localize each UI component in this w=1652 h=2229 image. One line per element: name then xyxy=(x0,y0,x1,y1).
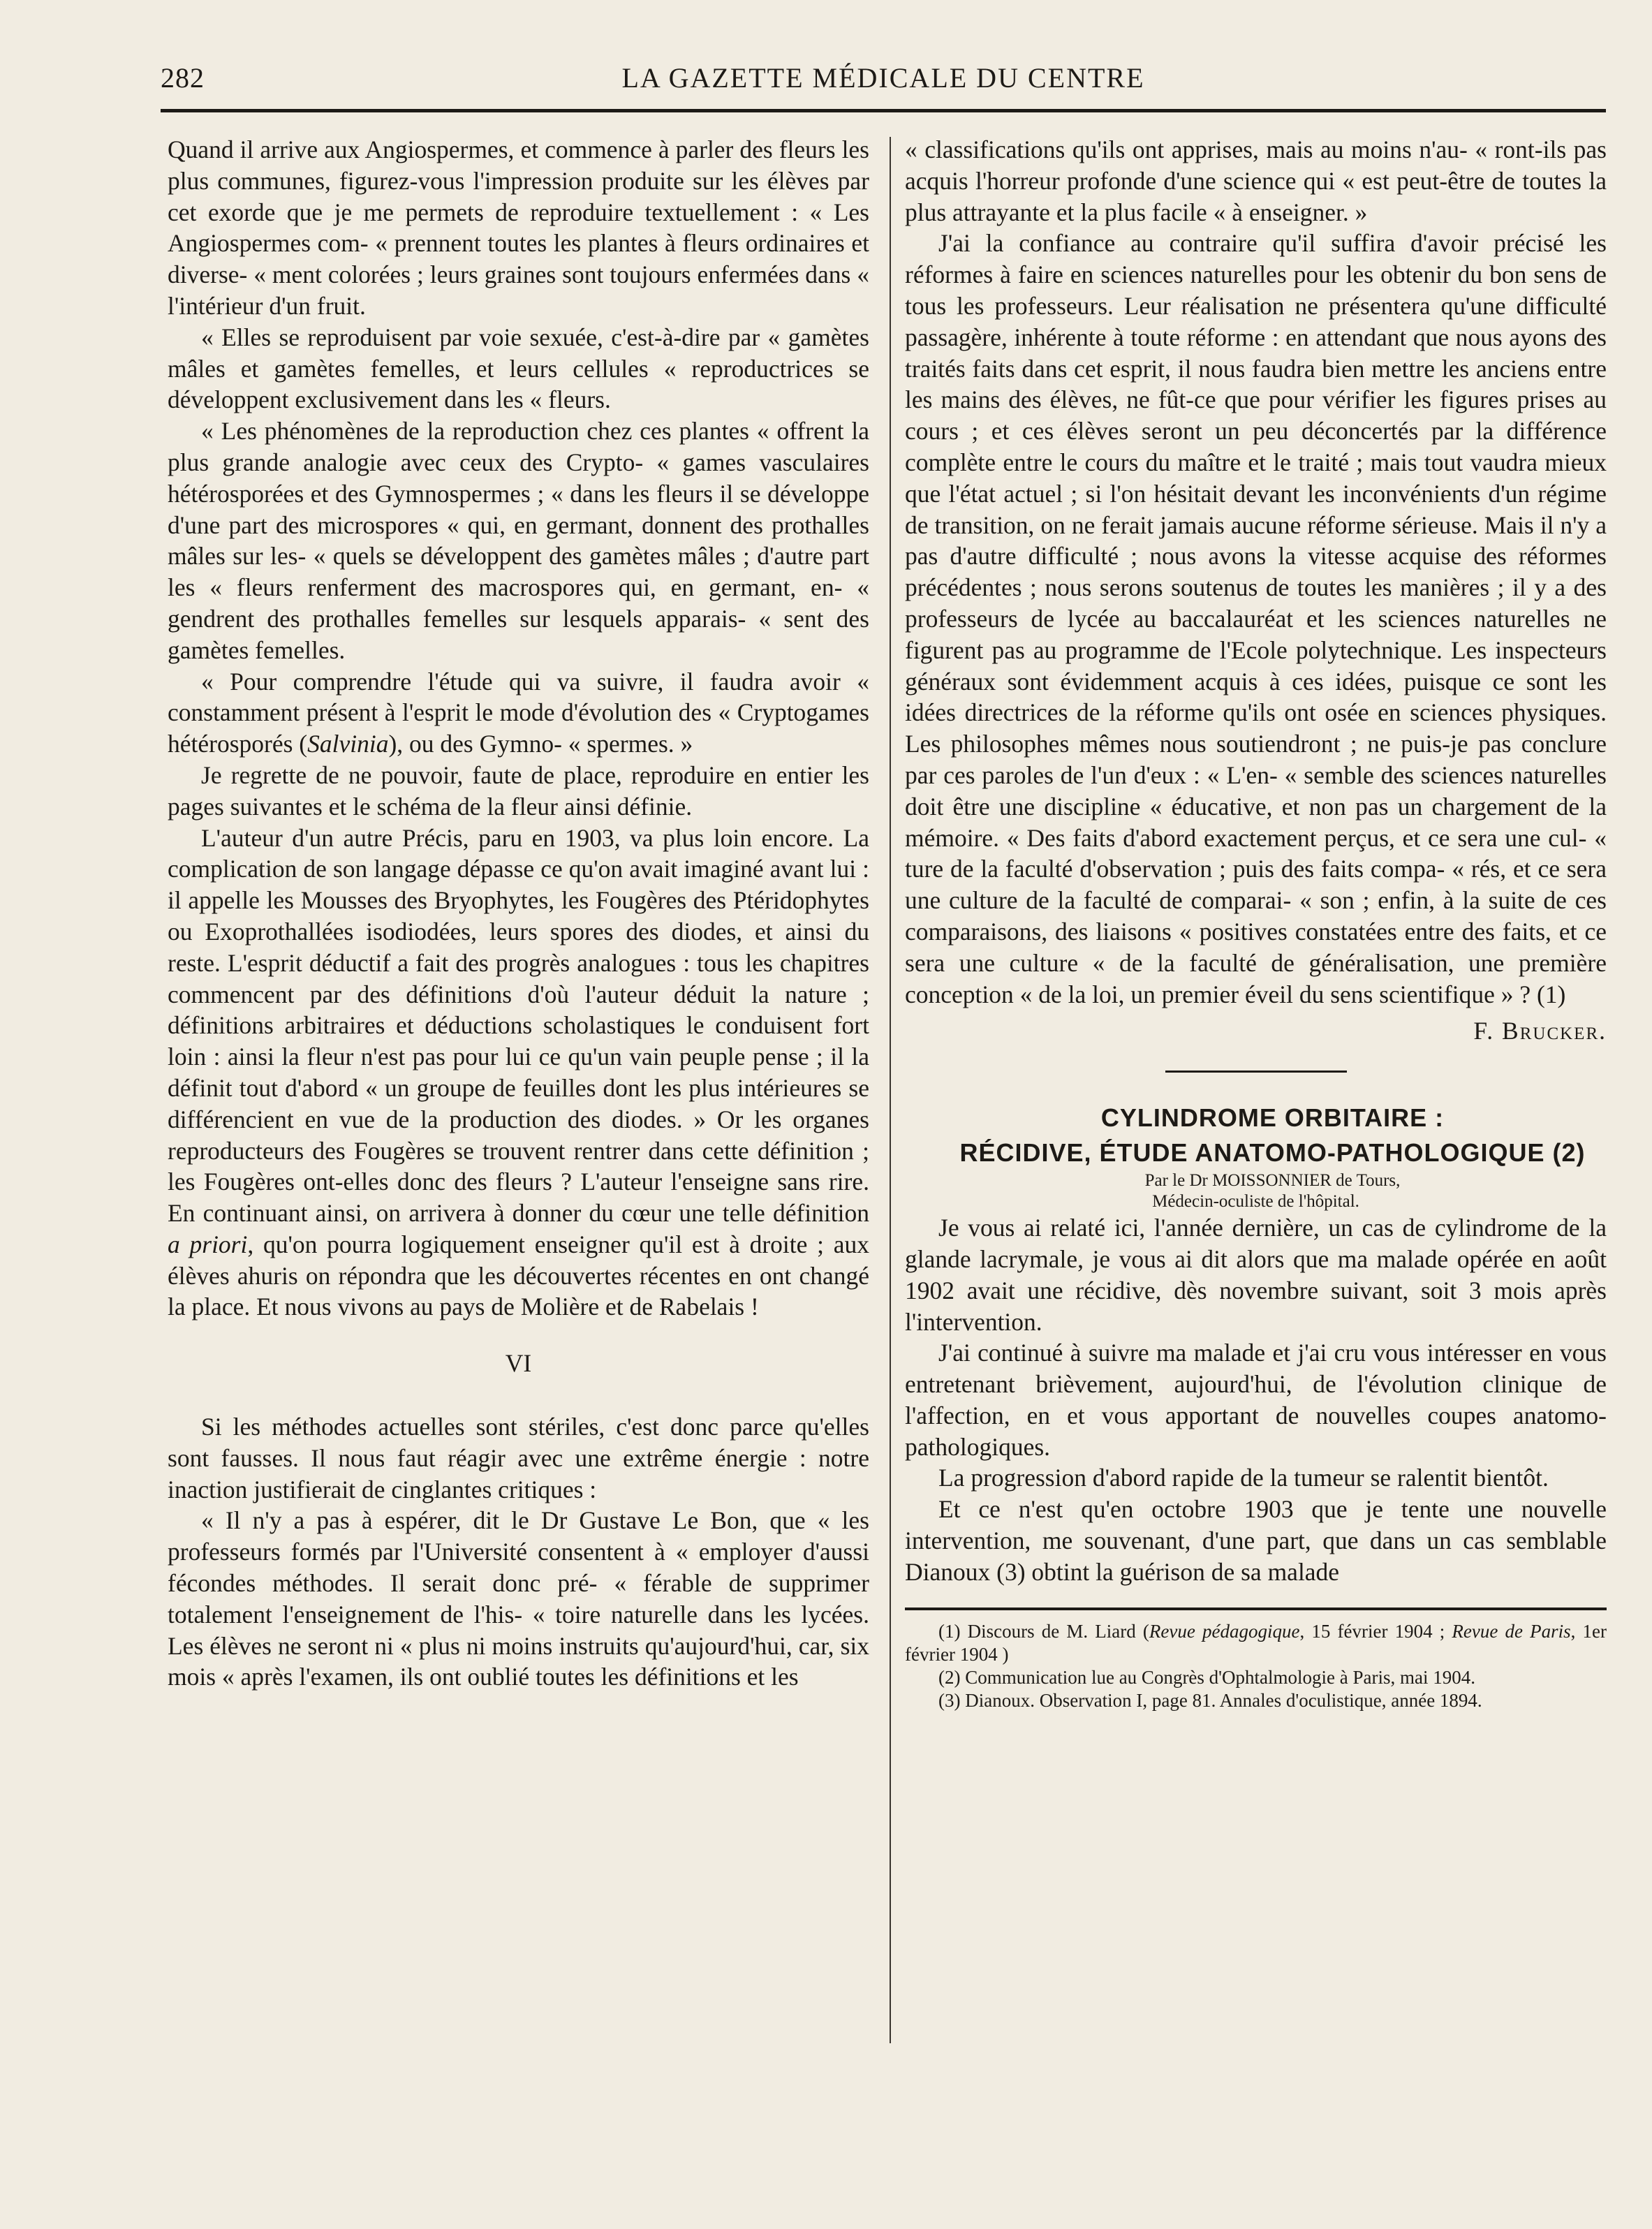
article-subtitle: RÉCIDIVE, ÉTUDE ANATOMO-PATHOLOGIQUE (2) xyxy=(959,1138,1586,1168)
paragraph: Je vous ai relaté ici, l'année dernière, un cas de cylindrome de la glande lacrymale, je vous ai dit alors que ma malade opérée en août 1902 avait une récidive, dès novembre suivant, soit 3 mois après l'intervention. xyxy=(905,1214,1607,1336)
text-run: « Pour comprendre l'étude qui va suivre, il faudra avoir « constamment présent à l'esprit le mode d'évolution des « Cryptogames hétérosporés ( xyxy=(168,667,869,758)
article-separator xyxy=(1165,1071,1347,1073)
italic-text: Revue pédagogique xyxy=(1149,1620,1300,1642)
paragraph: Si les méthodes actuelles sont stériles, c'est donc parce qu'elles sont fausses. Il nous faut réagir avec une extrême énergie : notre inaction justifierait de cinglantes critiques : xyxy=(168,1413,869,1503)
paragraph: Et ce n'est qu'en octobre 1903 que je tente une nouvelle intervention, me souvenant, d'une part, que dans un cas semblable Dianoux (3) obtint la guérison de sa malade xyxy=(905,1495,1607,1586)
paragraph: Quand il arrive aux Angiospermes, et commence à parler des fleurs les plus communes, figurez-vous l'impression produite sur les élèves par cet exorde que je me permets de reproduire textuellement : « Les Angiospermes com- « prennent toutes les plantes à fleurs ordinaires et diverse- « ment colorées ; leurs graines sont toujours enfermées dans « l'intérieur d'un fruit. xyxy=(168,135,869,320)
right-column xyxy=(905,134,1607,1712)
text-run: , qu'on pourra logiquement enseigner qu'il est à droite ; aux élèves ahuris on répondra que les découvertes récentes en ont changé la place. Et nous vivons au pays de Molière et de Rabelais ! xyxy=(168,1230,869,1321)
paragraph xyxy=(168,666,869,760)
paragraph: « Il n'y a pas à espérer, dit le Dr Gustave Le Bon, que « les professeurs formés par l'Université consentent à « employer d'aussi fécondes méthodes. Il serait donc pré- « férable de supprimer totalement l'enseignement de l'his- « toire naturelle dans les lycées. Les élèves ne seront ni « plus ni moins instruits qu'aujourd'hui, car, six mois « après l'examen, ils ont oublié toutes les définitions et les xyxy=(168,1506,869,1691)
paragraph xyxy=(168,823,869,1323)
text-run: L'auteur d'un autre Précis, paru en 1903, va plus loin encore. La complication de son langage dépasse ce qu'on avait imaginé avant lui : il appelle les Mousses des Bryophytes, les Fougères des Ptéridophytes ou Exoprothallées isodiodées, leurs spores des diodes, et ainsi du reste. L'esprit déductif a fait des progrès analogues : tous les chapitres commencent par des définitions d'où l'auteur déduit la nature ; définitions arbitraires et déductions scholastiques le conduisent fort loin : ainsi la fleur n'est pas pour lui ce qu'un vain peuple pense ; il la définit tout d'abord « un groupe de feuilles dont les plus intérieures se différencient en vue de la production des diodes. » Or les organes reproducteurs des Fougères se trouvent rentrer dans cette définition ; les Fougères ont-elles donc des fleurs ? L'auteur l'enseigne sans rire. En continuant ainsi, on arrivera à donner du cœur une telle définition xyxy=(168,823,869,1228)
italic-text: Salvinia xyxy=(307,730,389,758)
header-rule xyxy=(161,109,1606,112)
page-header xyxy=(161,61,1606,103)
byline xyxy=(905,1170,1607,1212)
footnote-rule xyxy=(905,1608,1607,1610)
italic-text: Revue de Paris xyxy=(1452,1620,1571,1642)
byline-author: Par le Dr MOISSONNIER de Tours, xyxy=(1144,1171,1401,1191)
footnote: (3) Dianoux. Observation I, page 81. Annales d'oculistique, année 1894. xyxy=(938,1689,1482,1711)
paragraph: « Elles se reproduisent par voie sexuée, c'est-à-dire par « gamètes mâles et gamètes femelles, et leurs cellules « reproductrices se développent exclusivement dans les « fleurs. xyxy=(168,323,869,414)
signature-name: Brucker. xyxy=(1502,1017,1607,1045)
paragraph: J'ai continué à suivre ma malade et j'ai cru vous intéresser en vous entretenant brièvement, aujourd'hui, de l'évolution clinique de l'affection, en et vous apportant de nouvelles coupes anatomo-pathologiques. xyxy=(905,1339,1607,1461)
text-run: (1) Discours de M. Liard ( xyxy=(938,1620,1149,1642)
paragraph: La progression d'abord rapide de la tumeur se ralentit bientôt. xyxy=(938,1464,1549,1492)
text-run: ), ou des Gymno- « spermes. » xyxy=(388,730,693,758)
footnote xyxy=(905,1620,1607,1666)
text-run: , 1er février 1904 ) xyxy=(905,1620,1607,1665)
running-title: LA GAZETTE MÉDICALE DU CENTRE xyxy=(621,62,1145,94)
paragraph: Je regrette de ne pouvoir, faute de place, reproduire en entier les pages suivantes et le schéma de la fleur ainsi définie. xyxy=(168,760,869,821)
signature-initial: F. xyxy=(1473,1017,1495,1045)
article-title: CYLINDROME ORBITAIRE : xyxy=(1100,1103,1445,1133)
paragraph: « classifications qu'ils ont apprises, mais au moins n'au- « ront-ils pas acquis l'horreur profonde d'une science qui « est peut-être de toutes la plus attrayante et la plus facile « à enseigner. » xyxy=(905,135,1607,226)
paragraph: J'ai la confiance au contraire qu'il suffira d'avoir précisé les réformes à faire en sciences naturelles pour les obtenir du bon sens de tous les professeurs. Leur réalisation ne présentera qu'une difficulté passagère, inhérente à toute réforme : en attendant que nous ayons des traités faits dans cet esprit, il nous faudra bien mettre les anciens entre les mains des élèves, ne fût-ce que pour vérifier les figures prises au cours ; et ces élèves seront un peu déconcertés par la différence complète entre le cours du maître et le traité ; mais tout vaudra mieux que l'état actuel ; si l'on hésitait devant les inconvénients d'un régime de transition, on ne ferait jamais aucune réforme sérieuse. Mais il n'y a pas d'autre difficulté ; nous avons la vitesse acquise des réformes précédentes ; nous serons soutenus de toutes les manières ; il y a des professeurs de lycée au baccalauréat et les sciences naturelles ne figurent pas au programme de l'Ecole polytechnique. Les inspecteurs généraux sont évidemment acquis à ces idées, puisque ce sont les idées directrices de la réforme qu'ils ont osée en sciences physiques. Les philosophes mêmes nous soutiendront ; ne puis-je pas conclure par ces paroles de l'un d'eux : « L'en- « semble des sciences naturelles doit être une discipline « éducative, et non pas un chargement de la mémoire. « Des faits d'abord exactement perçus, et ce sera une cul- « ture de la faculté d'observation ; puis des faits compa- « rés, et ce sera une culture de la faculté de comparai- « son ; enfin, à la suite de ces comparaisons, des liaisons « positives constatées entre des faits, et ce sera une culture « de la faculté de généralisation, une première conception « de la loi, un premier éveil du sens scientifique » ? (1) xyxy=(905,229,1607,1008)
italic-text: a priori xyxy=(168,1230,248,1258)
text-run: , 15 février 1904 ; xyxy=(1299,1620,1452,1642)
section-heading: VI xyxy=(505,1349,532,1378)
column-divider xyxy=(890,137,891,2043)
page-number: 282 xyxy=(161,62,205,94)
left-column xyxy=(168,134,869,1693)
footnote: (2) Communication lue au Congrès d'Ophtalmologie à Paris, mai 1904. xyxy=(938,1666,1475,1688)
paragraph: « Les phénomènes de la reproduction chez ces plantes « offrent la plus grande analogie avec ceux des Crypto- « games vasculaires hétérosporées et des Gymnospermes ; « dans les fleurs il se développe d'une part des microspores « qui, en germant, donnent des prothalles mâles sur les- « quels se développent des gamètes mâles ; d'autre part les « fleurs renferment des macrospores qui, en germant, en- « gendrent des prothalles femelles sur lesquels apparais- « sent des gamètes femelles. xyxy=(168,417,869,664)
signature xyxy=(905,1015,1607,1047)
byline-role: Médecin-oculiste de l'hôpital. xyxy=(1152,1192,1359,1212)
